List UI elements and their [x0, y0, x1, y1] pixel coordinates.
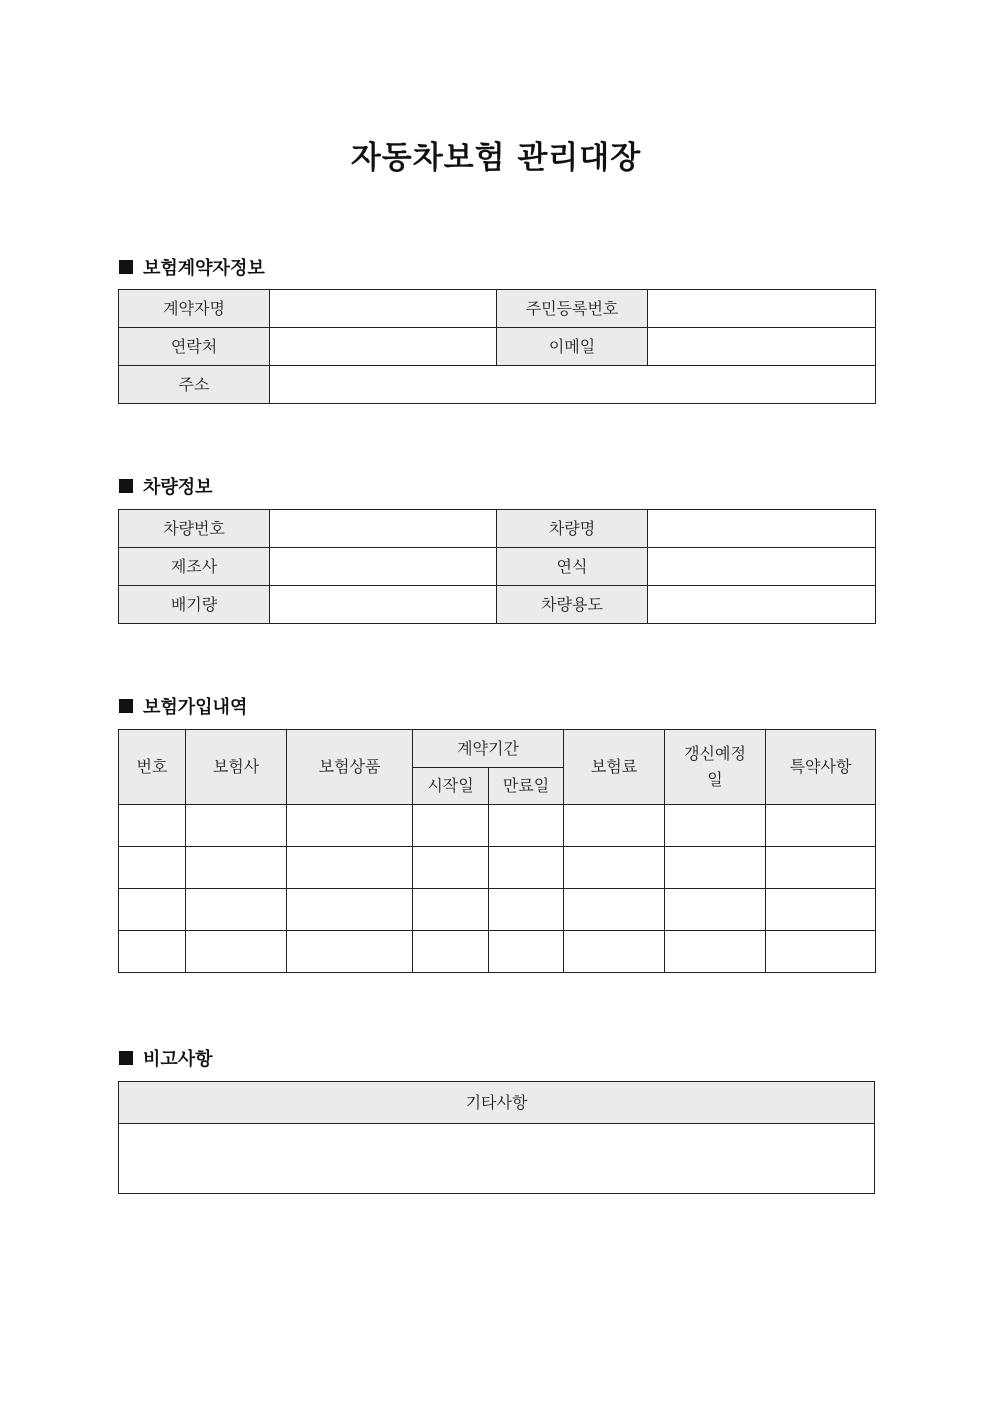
- policy-cell-insurer[interactable]: [186, 805, 287, 847]
- address-label: 주소: [119, 366, 270, 404]
- rrn-label: 주민등록번호: [497, 290, 648, 328]
- policy-rows: [119, 805, 876, 973]
- policy-cell-end[interactable]: [489, 847, 564, 889]
- col-header-no: 번호: [119, 730, 186, 805]
- contractor-info-table: [118, 289, 876, 404]
- rrn-field[interactable]: [648, 290, 876, 328]
- contractor-name-field[interactable]: [270, 290, 497, 328]
- policy-cell-start[interactable]: [413, 847, 489, 889]
- address-field[interactable]: [270, 366, 876, 404]
- policy-cell-no[interactable]: [119, 805, 186, 847]
- col-header-start: 시작일: [413, 768, 489, 805]
- policy-cell-start[interactable]: [413, 889, 489, 931]
- policy-table: [118, 729, 876, 973]
- section-heading-text: 비고사항: [143, 1049, 213, 1070]
- policy-cell-product[interactable]: [287, 889, 413, 931]
- table-row: [119, 889, 876, 931]
- model-field[interactable]: [648, 510, 876, 548]
- model-label: 차량명: [497, 510, 648, 548]
- policy-cell-premium[interactable]: [564, 805, 665, 847]
- policy-cell-no[interactable]: [119, 889, 186, 931]
- col-header-renewal: 갱신예정일: [665, 730, 766, 805]
- policy-cell-special[interactable]: [766, 931, 876, 973]
- email-field[interactable]: [648, 328, 876, 366]
- policy-cell-product[interactable]: [287, 805, 413, 847]
- displacement-field[interactable]: [270, 586, 497, 624]
- policy-cell-no[interactable]: [119, 931, 186, 973]
- policy-cell-product[interactable]: [287, 847, 413, 889]
- square-bullet-icon: [119, 260, 133, 274]
- policy-cell-renewal[interactable]: [665, 847, 766, 889]
- policy-cell-start[interactable]: [413, 931, 489, 973]
- usage-label: 차량용도: [497, 586, 648, 624]
- col-header-product: 보험상품: [287, 730, 413, 805]
- col-header-insurer: 보험사: [186, 730, 287, 805]
- remarks-label: 기타사항: [119, 1082, 875, 1124]
- col-header-end: 만료일: [489, 768, 564, 805]
- phone-field[interactable]: [270, 328, 497, 366]
- policy-cell-premium[interactable]: [564, 847, 665, 889]
- policy-cell-special[interactable]: [766, 847, 876, 889]
- col-header-special: 특약사항: [766, 730, 876, 805]
- section-heading-policies: [119, 693, 247, 719]
- square-bullet-icon: [119, 1051, 133, 1065]
- contractor-name-label: 계약자명: [119, 290, 270, 328]
- col-header-premium: 보험료: [564, 730, 665, 805]
- plate-label: 차량번호: [119, 510, 270, 548]
- policy-cell-renewal[interactable]: [665, 931, 766, 973]
- policy-cell-no[interactable]: [119, 847, 186, 889]
- maker-label: 제조사: [119, 548, 270, 586]
- remarks-field[interactable]: [119, 1124, 875, 1194]
- phone-label: 연락처: [119, 328, 270, 366]
- year-label: 연식: [497, 548, 648, 586]
- table-row: [119, 847, 876, 889]
- section-heading-text: 차량정보: [143, 477, 213, 498]
- displacement-label: 배기량: [119, 586, 270, 624]
- policy-cell-end[interactable]: [489, 931, 564, 973]
- vehicle-info-table: [118, 509, 876, 624]
- section-heading-vehicle: [119, 473, 213, 499]
- policy-cell-renewal[interactable]: [665, 805, 766, 847]
- policy-cell-insurer[interactable]: [186, 847, 287, 889]
- policy-cell-start[interactable]: [413, 805, 489, 847]
- policy-cell-insurer[interactable]: [186, 889, 287, 931]
- maker-field[interactable]: [270, 548, 497, 586]
- year-field[interactable]: [648, 548, 876, 586]
- remarks-table: [118, 1081, 875, 1194]
- plate-field[interactable]: [270, 510, 497, 548]
- policy-cell-premium[interactable]: [564, 889, 665, 931]
- email-label: 이메일: [497, 328, 648, 366]
- policy-cell-special[interactable]: [766, 805, 876, 847]
- policy-cell-insurer[interactable]: [186, 931, 287, 973]
- table-row: [119, 805, 876, 847]
- policy-cell-renewal[interactable]: [665, 889, 766, 931]
- section-heading-text: 보험가입내역: [143, 697, 248, 718]
- col-header-period: 계약기간: [413, 730, 564, 768]
- square-bullet-icon: [119, 699, 133, 713]
- policy-cell-end[interactable]: [489, 889, 564, 931]
- section-heading-remarks: [119, 1045, 213, 1071]
- policy-cell-special[interactable]: [766, 889, 876, 931]
- usage-field[interactable]: [648, 586, 876, 624]
- policy-cell-end[interactable]: [489, 805, 564, 847]
- policy-cell-product[interactable]: [287, 931, 413, 973]
- section-heading-contractor: [119, 254, 265, 280]
- policy-cell-premium[interactable]: [564, 931, 665, 973]
- square-bullet-icon: [119, 479, 133, 493]
- section-heading-text: 보험계약자정보: [143, 258, 265, 279]
- table-row: [119, 931, 876, 973]
- page-title: 자동차보험 관리대장: [350, 140, 642, 176]
